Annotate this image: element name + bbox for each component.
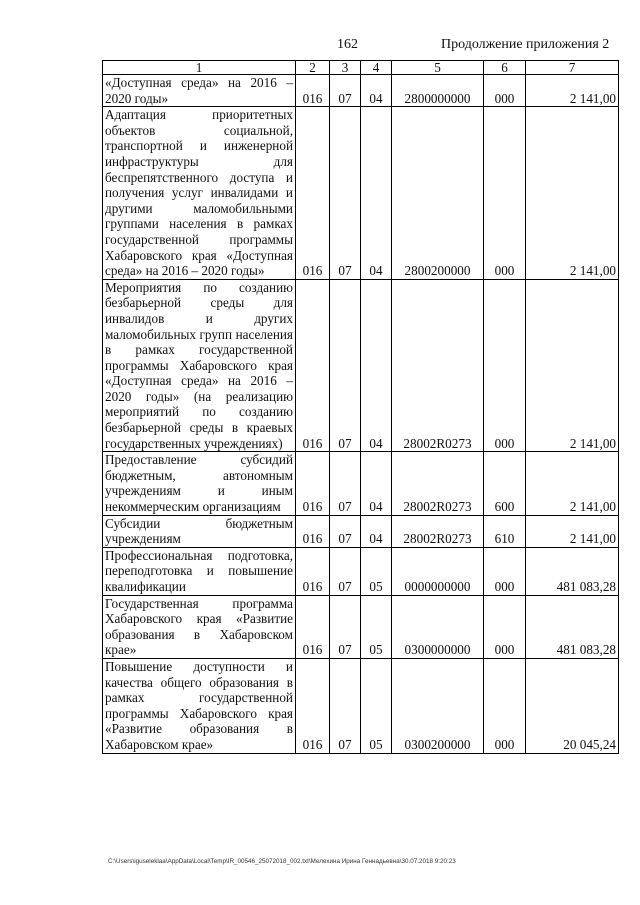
target-code: 28002R0273 (392, 279, 484, 452)
expense-type-code: 000 (484, 75, 526, 107)
target-code: 28002R0273 (392, 515, 484, 547)
row-name: Предоставление субсидий бюджетным, автономным учреждениям и иным некоммерческим организациям (103, 452, 296, 515)
subsection-code: 05 (361, 658, 392, 753)
ministry-code: 016 (296, 595, 330, 658)
table-row (103, 595, 619, 658)
ministry-code: 016 (296, 547, 330, 595)
row-name: Государственная программа Хабаровского края «Развитие образования в Хабаровском крае» (103, 595, 296, 658)
amount: 20 045,24 (526, 658, 619, 753)
continuation-title: Продолжение приложения 2 (441, 37, 610, 52)
expense-type-code: 000 (484, 107, 526, 280)
expense-type-code: 600 (484, 452, 526, 515)
subsection-code: 04 (361, 279, 392, 452)
column-header: 3 (330, 61, 361, 75)
row-name: Повышение доступности и качества общего образования в рамках государственной программы Хабаровского края «Развитие образования в Хабаровском крае» (103, 658, 296, 753)
row-name: Субсидии бюджетным учреждениям (103, 515, 296, 547)
column-header: 5 (392, 61, 484, 75)
column-header: 6 (484, 61, 526, 75)
column-header: 2 (296, 61, 330, 75)
ministry-code: 016 (296, 515, 330, 547)
table-row (103, 107, 619, 280)
expense-type-code: 000 (484, 595, 526, 658)
target-code: 2800000000 (392, 75, 484, 107)
subsection-code: 04 (361, 107, 392, 280)
footer-file-path: C:\Users\iguseleklaa\AppData\Local\Temp\IR_00546_25072018_002.txt\Мелехина Ирина Геннадьевна\30.07.2018 9:20:23 (108, 858, 456, 865)
ministry-code: 016 (296, 658, 330, 753)
table-row (103, 515, 619, 547)
column-header: 7 (526, 61, 619, 75)
ministry-code: 016 (296, 75, 330, 107)
amount: 481 083,28 (526, 595, 619, 658)
row-name: Адаптация приоритетных объектов социальной, транспортной и инженерной инфраструктуры для беспрепятственного доступа и получения услуг инвалидами и другими маломобильными группами населения в рамках государственной программы Хабаровского края «Доступная среда» на 2016 – 2020 годы» (103, 107, 296, 280)
budget-table (102, 60, 619, 754)
amount: 2 141,00 (526, 75, 619, 107)
amount: 2 141,00 (526, 279, 619, 452)
table-row (103, 658, 619, 753)
page-number: 162 (337, 37, 358, 52)
subsection-code: 05 (361, 595, 392, 658)
subsection-code: 04 (361, 515, 392, 547)
section-code: 07 (330, 515, 361, 547)
amount: 481 083,28 (526, 547, 619, 595)
section-code: 07 (330, 279, 361, 452)
amount: 2 141,00 (526, 452, 619, 515)
section-code: 07 (330, 75, 361, 107)
ministry-code: 016 (296, 279, 330, 452)
section-code: 07 (330, 107, 361, 280)
amount: 2 141,00 (526, 515, 619, 547)
section-code: 07 (330, 547, 361, 595)
target-code: 28002R0273 (392, 452, 484, 515)
target-code: 0300200000 (392, 658, 484, 753)
target-code: 0000000000 (392, 547, 484, 595)
section-code: 07 (330, 452, 361, 515)
section-code: 07 (330, 595, 361, 658)
row-name: Мероприятия по созданию безбарьерной среды для инвалидов и других маломобильных групп населения в рамках государственной программы Хабаровского края «Доступная среда» на 2016 – 2020 годы» (на реализацию мероприятий по созданию безбарьерной среды в краевых государственных учреждениях) (103, 279, 296, 452)
expense-type-code: 000 (484, 658, 526, 753)
subsection-code: 04 (361, 452, 392, 515)
ministry-code: 016 (296, 107, 330, 280)
target-code: 2800200000 (392, 107, 484, 280)
table-row (103, 452, 619, 515)
row-name: Профессиональная подготовка, переподготовка и повышение квалификации (103, 547, 296, 595)
expense-type-code: 610 (484, 515, 526, 547)
table-row (103, 279, 619, 452)
row-name: «Доступная среда» на 2016 – 2020 годы» (103, 75, 296, 107)
expense-type-code: 000 (484, 547, 526, 595)
expense-type-code: 000 (484, 279, 526, 452)
amount: 2 141,00 (526, 107, 619, 280)
subsection-code: 04 (361, 75, 392, 107)
column-header: 1 (103, 61, 296, 75)
column-header: 4 (361, 61, 392, 75)
table-header-row (103, 61, 619, 75)
subsection-code: 05 (361, 547, 392, 595)
section-code: 07 (330, 658, 361, 753)
ministry-code: 016 (296, 452, 330, 515)
table-row (103, 547, 619, 595)
table-row (103, 75, 619, 107)
target-code: 0300000000 (392, 595, 484, 658)
